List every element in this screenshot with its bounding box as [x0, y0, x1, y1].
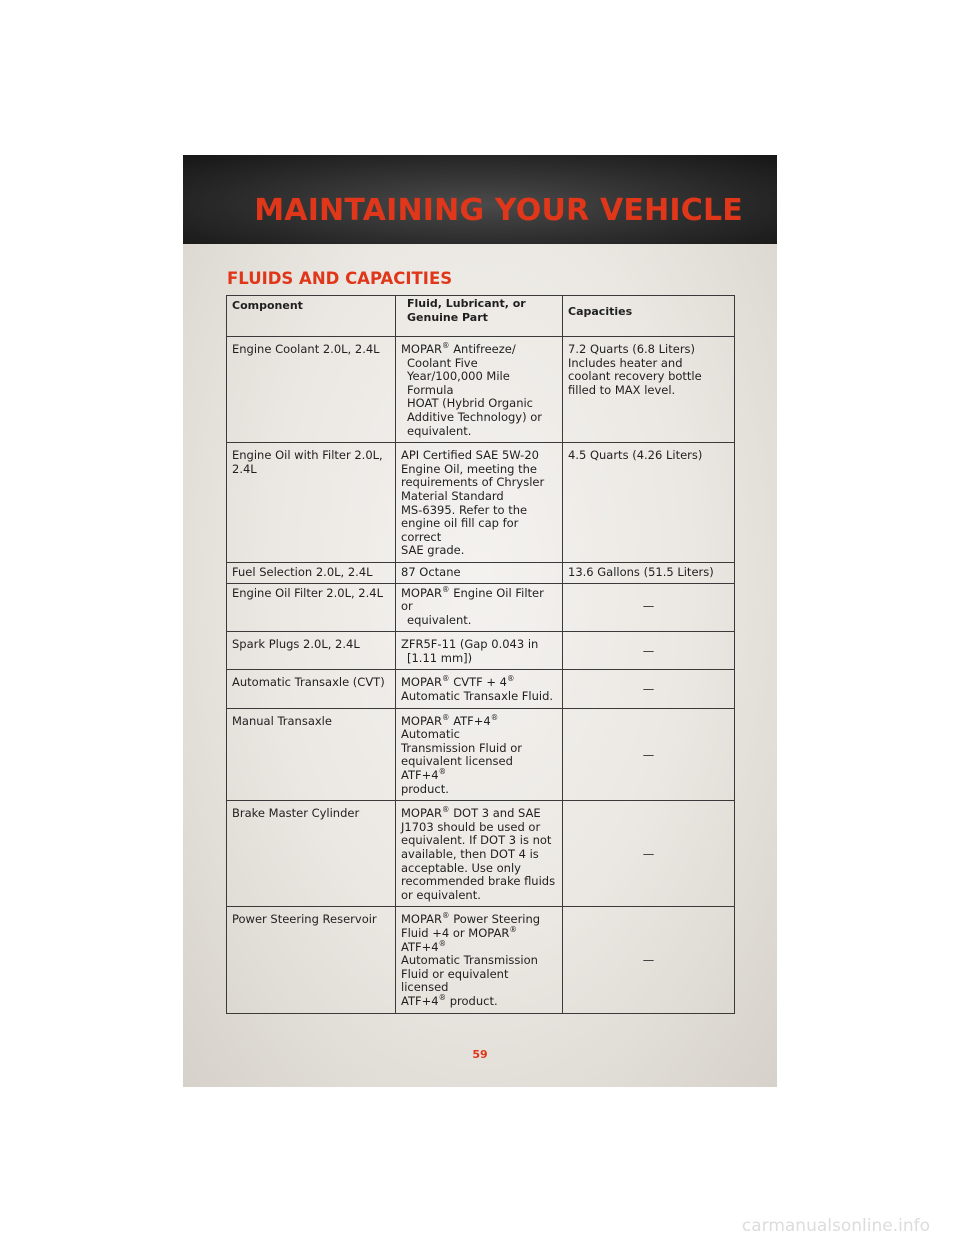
- header-fluid: [396, 296, 563, 337]
- table-row: [227, 443, 735, 563]
- table-header-row: [227, 296, 735, 337]
- capacity-cell: [563, 632, 735, 670]
- table-row: [227, 337, 735, 443]
- registered-mark: ®: [442, 584, 450, 594]
- table-row: [227, 907, 735, 1013]
- registered-mark: ®: [509, 924, 517, 934]
- dash-value: —: [642, 599, 655, 614]
- header-capacities: Capacities: [563, 296, 735, 337]
- component-cell: Engine Oil with Filter 2.0L, 2.4L: [227, 443, 396, 563]
- dash-value: —: [642, 644, 655, 659]
- capacity-cell: [563, 583, 735, 632]
- table-row: [227, 632, 735, 670]
- fluid-cell: MOPAR® ATF+4® Automatic Transmission Fluid or equivalent licensed ATF+4® product.: [396, 708, 563, 801]
- table-row: [227, 670, 735, 708]
- registered-mark: ®: [442, 674, 450, 684]
- fluid-cell: MOPAR® CVTF + 4® Automatic Transaxle Fluid.: [396, 670, 563, 708]
- table-row: [227, 801, 735, 907]
- dash-value: —: [642, 682, 655, 697]
- capacity-cell: 7.2 Quarts (6.8 Liters) Includes heater and coolant recovery bottle filled to MAX level.: [563, 337, 735, 443]
- registered-mark: ®: [507, 674, 515, 684]
- fluid-cell: MOPAR® Power Steering Fluid +4 or MOPAR® ATF+4® Automatic Transmission Fluid or equivalent licensed ATF+4® product.: [396, 907, 563, 1013]
- capacity-cell: [563, 801, 735, 907]
- fluids-capacities-table: [226, 295, 735, 1014]
- component-cell: Engine Coolant 2.0L, 2.4L: [227, 337, 396, 443]
- fluid-cell: 87 Octane: [396, 562, 563, 583]
- dash-value: —: [642, 747, 655, 762]
- component-cell: Power Steering Reservoir: [227, 907, 396, 1013]
- registered-mark: ®: [490, 712, 499, 722]
- capacity-cell: [563, 670, 735, 708]
- component-cell: Fuel Selection 2.0L, 2.4L: [227, 562, 396, 583]
- fluid-cell: MOPAR® Engine Oil Filter or equivalent.: [396, 583, 563, 632]
- header-fluid-line: Fluid, Lubricant, or: [407, 297, 526, 310]
- dash-value: —: [642, 953, 655, 968]
- registered-mark: ®: [438, 938, 447, 948]
- capacity-cell: 4.5 Quarts (4.26 Liters): [563, 443, 735, 563]
- header-fluid-line: Genuine Part: [407, 310, 488, 324]
- capacity-cell: [563, 708, 735, 801]
- manual-page: [183, 155, 777, 1087]
- component-cell: Engine Oil Filter 2.0L, 2.4L: [227, 583, 396, 632]
- registered-mark: ®: [442, 712, 450, 722]
- registered-mark: ®: [438, 992, 447, 1002]
- section-title: FLUIDS AND CAPACITIES: [227, 269, 453, 288]
- component-cell: Brake Master Cylinder: [227, 801, 396, 907]
- fluid-cell: MOPAR® Antifreeze/ Coolant Five Year/100,000 Mile Formula HOAT (Hybrid Organic Additive Technology) or equivalent.: [396, 337, 563, 443]
- dash-value: —: [642, 847, 655, 861]
- fluid-cell: ZFR5F-11 (Gap 0.043 in [1.11 mm]): [396, 632, 563, 670]
- registered-mark: ®: [442, 341, 450, 350]
- component-cell: Manual Transaxle: [227, 708, 396, 801]
- table-row: [227, 583, 735, 632]
- fluid-cell: MOPAR® DOT 3 and SAE J1703 should be used or equivalent. If DOT 3 is not available, then DOT 4 is acceptable. Use only recommended brake fluids or equivalent.: [396, 801, 563, 907]
- component-cell: Spark Plugs 2.0L, 2.4L: [227, 632, 396, 670]
- page-number: 59: [472, 1048, 488, 1061]
- watermark-link[interactable]: carmanualsonline.info: [741, 1216, 930, 1236]
- registered-mark: ®: [442, 805, 450, 815]
- component-cell: Automatic Transaxle (CVT): [227, 670, 396, 708]
- header-component: Component: [227, 296, 396, 337]
- registered-mark: ®: [442, 911, 450, 921]
- fluid-cell: API Certified SAE 5W-20 Engine Oil, meeting the requirements of Chrysler Material Standard MS-6395. Refer to the engine oil fill cap for correct SAE grade.: [396, 443, 563, 563]
- table-row: [227, 562, 735, 583]
- header-band: [183, 155, 777, 244]
- chapter-title: MAINTAINING YOUR VEHICLE: [254, 193, 743, 228]
- capacity-cell: 13.6 Gallons (51.5 Liters): [563, 562, 735, 583]
- table-row: [227, 708, 735, 801]
- capacity-cell: [563, 907, 735, 1013]
- registered-mark: ®: [438, 767, 447, 777]
